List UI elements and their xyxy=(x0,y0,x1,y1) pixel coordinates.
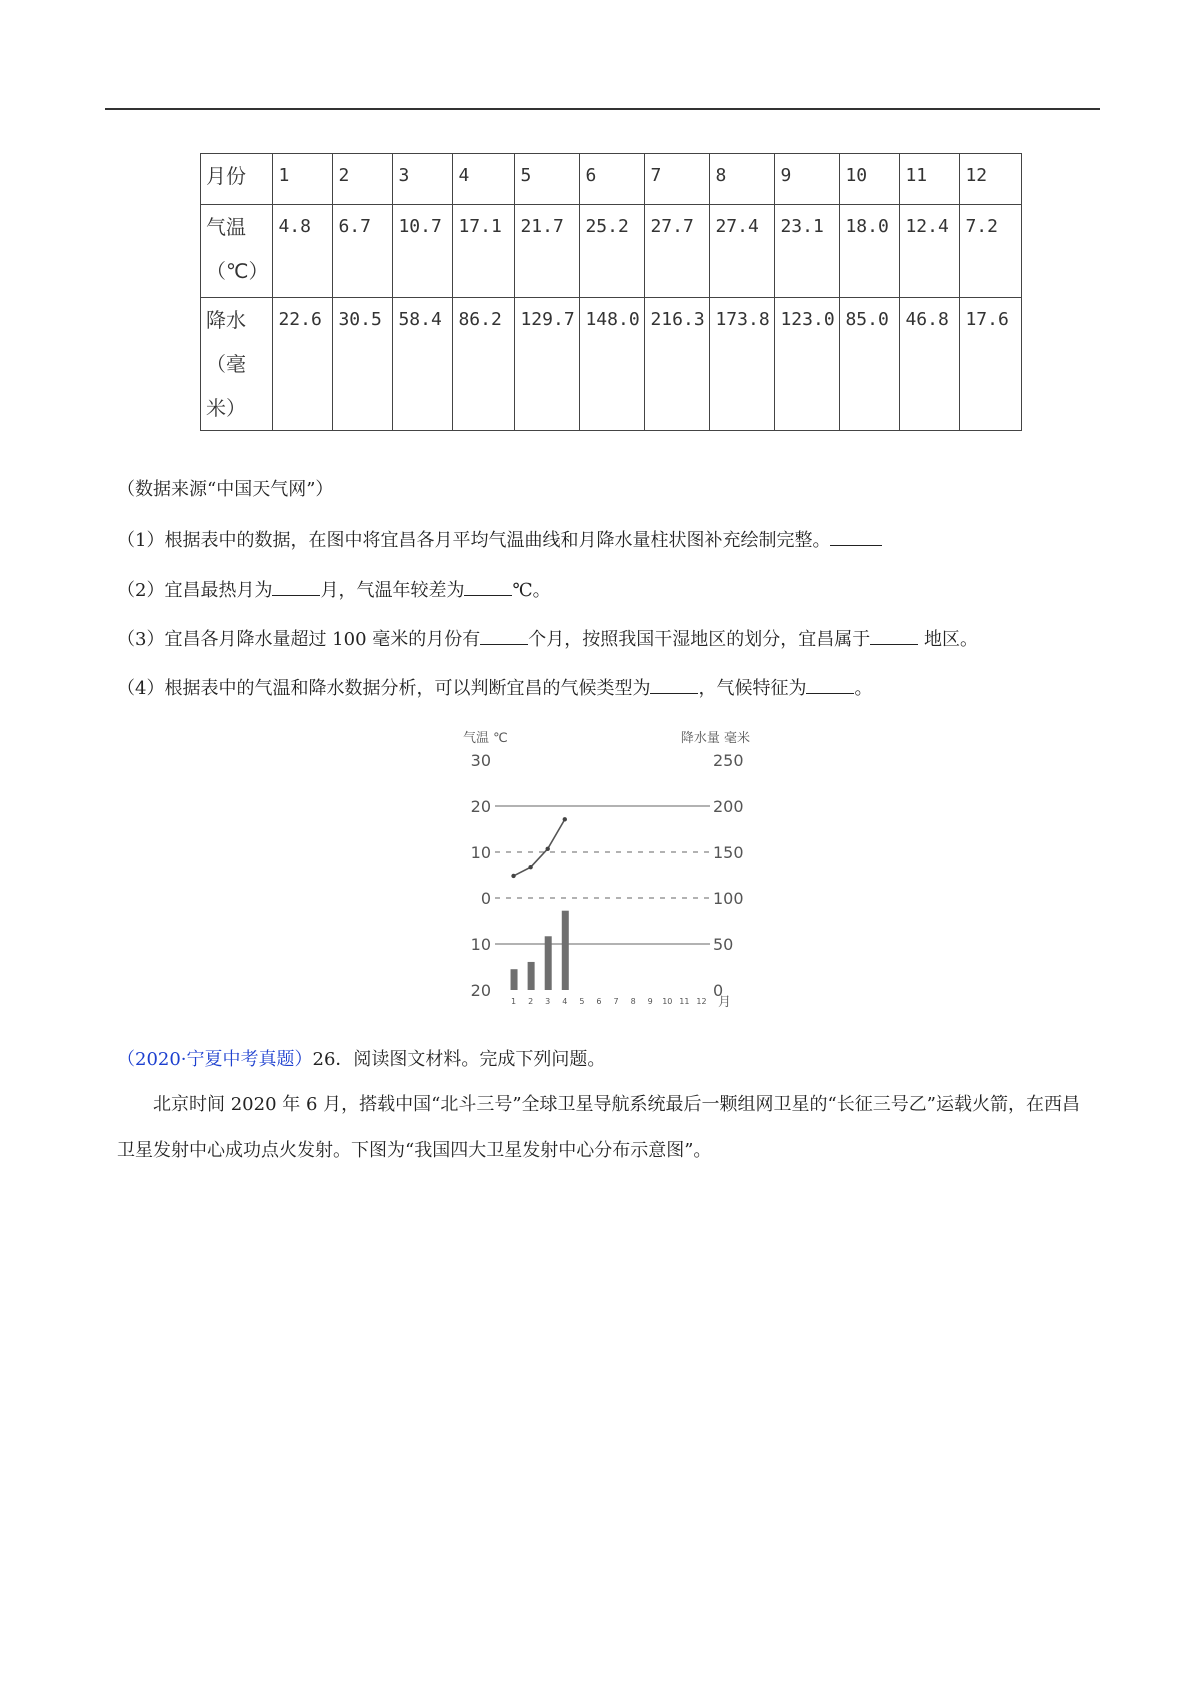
precipitation-bar xyxy=(545,936,552,990)
x-unit-label: 月 xyxy=(718,995,732,1010)
precipitation-cell: 46.8 xyxy=(900,298,960,431)
month-cell: 6 xyxy=(580,154,645,205)
source-note: （数据来源“中国天气网”） xyxy=(117,479,334,500)
months-header-cell: 月份 xyxy=(201,154,273,205)
answer-blank[interactable] xyxy=(870,626,918,645)
precipitation-bar xyxy=(511,969,518,990)
precipitation-cell: 216.3 xyxy=(645,298,710,431)
month-cell: 2 xyxy=(333,154,393,205)
table-row-temperature xyxy=(201,205,1022,298)
month-cell: 11 xyxy=(900,154,960,205)
climate-data-table xyxy=(200,153,1022,431)
y-right-tick-label: 250 xyxy=(713,751,744,770)
question-3 xyxy=(117,626,978,654)
header-rule xyxy=(105,108,1100,110)
question-26-paragraph: 北京时间 2020 年 6 月，搭载中国“北斗三号”全球卫星导航系统最后一颗组网卫星的“长征三号乙”运载火箭，在西昌卫星发射中心成功点火发射。下图为“我国四大卫星发射中心分布示意图”。 xyxy=(117,1094,1080,1161)
y-left-tick-label: 10 xyxy=(470,843,491,862)
month-cell: 7 xyxy=(645,154,710,205)
y-right-tick-label: 0 xyxy=(713,981,724,1000)
y-left-axis-label: 气温 ℃ xyxy=(463,731,508,746)
question-4-part1: （4）根据表中的气温和降水数据分析，可以判断宜昌的气候类型为 xyxy=(117,678,651,699)
table-row-precipitation xyxy=(201,298,1022,431)
question-3-part3: 地区。 xyxy=(918,629,978,650)
precipitation-cell: 123.0 xyxy=(775,298,840,431)
precipitation-cell: 86.2 xyxy=(453,298,515,431)
question-4 xyxy=(117,675,872,703)
x-tick-label: 4 xyxy=(562,997,568,1006)
temperature-point xyxy=(563,817,567,821)
precipitation-cell: 22.6 xyxy=(273,298,333,431)
month-cell: 5 xyxy=(515,154,580,205)
precipitation-cell: 17.6 xyxy=(960,298,1022,431)
question-2 xyxy=(117,577,551,605)
question-3-part2: 个月，按照我国干湿地区的划分，宜昌属于 xyxy=(528,629,871,650)
precipitation-cell: 30.5 xyxy=(333,298,393,431)
x-tick-label: 7 xyxy=(613,997,619,1006)
temperature-cell: 6.7 xyxy=(333,205,393,298)
precipitation-unit-line2: 米） xyxy=(206,396,246,420)
y-right-tick-label: 100 xyxy=(713,889,744,908)
temperature-cell: 10.7 xyxy=(393,205,453,298)
temperature-cell: 27.4 xyxy=(710,205,775,298)
month-cell: 10 xyxy=(840,154,900,205)
y-right-tick-label: 50 xyxy=(713,935,734,954)
precipitation-bar xyxy=(528,962,535,990)
precipitation-cell: 173.8 xyxy=(710,298,775,431)
x-tick-label: 2 xyxy=(528,997,534,1006)
month-cell: 1 xyxy=(273,154,333,205)
y-left-tick-label: 20 xyxy=(470,797,491,816)
y-right-tick-label: 150 xyxy=(713,843,744,862)
x-tick-label: 3 xyxy=(545,997,551,1006)
y-right-axis-label: 降水量 毫米 xyxy=(680,731,750,746)
x-tick-label: 12 xyxy=(696,997,707,1006)
temperature-point xyxy=(511,874,515,878)
x-tick-label: 11 xyxy=(679,997,690,1006)
answer-blank[interactable] xyxy=(830,527,882,546)
x-tick-label: 9 xyxy=(647,997,653,1006)
temperature-cell: 17.1 xyxy=(453,205,515,298)
month-cell: 9 xyxy=(775,154,840,205)
question-26-heading xyxy=(117,1046,605,1074)
x-tick-label: 10 xyxy=(662,997,673,1006)
temperature-cell: 7.2 xyxy=(960,205,1022,298)
question-4-part2: ，气候特征为 xyxy=(698,678,807,699)
temperature-point xyxy=(528,865,532,869)
precipitation-cell: 129.7 xyxy=(515,298,580,431)
answer-blank[interactable] xyxy=(806,675,854,694)
question-3-part1: （3）宜昌各月降水量超过 100 毫米的月份有 xyxy=(117,629,481,650)
precipitation-cell: 58.4 xyxy=(393,298,453,431)
y-right-tick-label: 200 xyxy=(713,797,744,816)
climate-chart-svg xyxy=(455,720,755,1010)
x-tick-label: 6 xyxy=(596,997,602,1006)
question-2-part2: 月，气温年较差为 xyxy=(320,580,465,601)
temperature-cell: 21.7 xyxy=(515,205,580,298)
question-1 xyxy=(117,527,882,555)
precipitation-bar xyxy=(562,911,569,990)
answer-blank[interactable] xyxy=(272,577,320,596)
question-1-text: （1）根据表中的数据，在图中将宜昌各月平均气温曲线和月降水量柱状图补充绘制完整。 xyxy=(117,530,831,551)
x-tick-label: 1 xyxy=(510,997,517,1006)
temperature-cell: 23.1 xyxy=(775,205,840,298)
answer-blank[interactable] xyxy=(464,577,512,596)
precipitation-label: 降水 xyxy=(206,308,246,332)
month-cell: 4 xyxy=(453,154,515,205)
y-left-tick-label: 30 xyxy=(470,751,491,770)
month-cell: 8 xyxy=(710,154,775,205)
month-cell: 12 xyxy=(960,154,1022,205)
x-tick-label: 8 xyxy=(630,997,636,1006)
question-4-part3: 。 xyxy=(854,678,873,699)
question-26-prompt: 26．阅读图文材料。完成下列问题。 xyxy=(312,1049,606,1070)
table-row-months xyxy=(201,154,1022,205)
temperature-label: 气温 xyxy=(206,215,246,239)
temperature-cell: 27.7 xyxy=(645,205,710,298)
precipitation-cell: 148.0 xyxy=(580,298,645,431)
y-left-tick-label: 0 xyxy=(480,889,491,908)
answer-blank[interactable] xyxy=(480,626,528,645)
answer-blank[interactable] xyxy=(650,675,698,694)
y-left-tick-label: 20 xyxy=(470,981,491,1000)
temperature-cell: 18.0 xyxy=(840,205,900,298)
temperature-unit: （℃） xyxy=(206,259,269,283)
temperature-cell: 4.8 xyxy=(273,205,333,298)
y-left-tick-label: 10 xyxy=(470,935,491,954)
temperature-line xyxy=(514,819,565,876)
month-cell: 3 xyxy=(393,154,453,205)
precipitation-unit-line1: （毫 xyxy=(206,352,246,376)
precipitation-header-cell xyxy=(201,298,273,431)
precipitation-cell: 85.0 xyxy=(840,298,900,431)
temperature-point xyxy=(546,847,550,851)
question-2-part3: ℃。 xyxy=(512,580,551,601)
temperature-cell: 25.2 xyxy=(580,205,645,298)
x-tick-label: 5 xyxy=(579,997,585,1006)
question-2-part1: （2）宜昌最热月为 xyxy=(117,580,273,601)
climate-chart xyxy=(455,720,755,1010)
exam-source-tag: （2020·宁夏中考真题） xyxy=(117,1049,313,1070)
temperature-header-cell xyxy=(201,205,273,298)
temperature-cell: 12.4 xyxy=(900,205,960,298)
